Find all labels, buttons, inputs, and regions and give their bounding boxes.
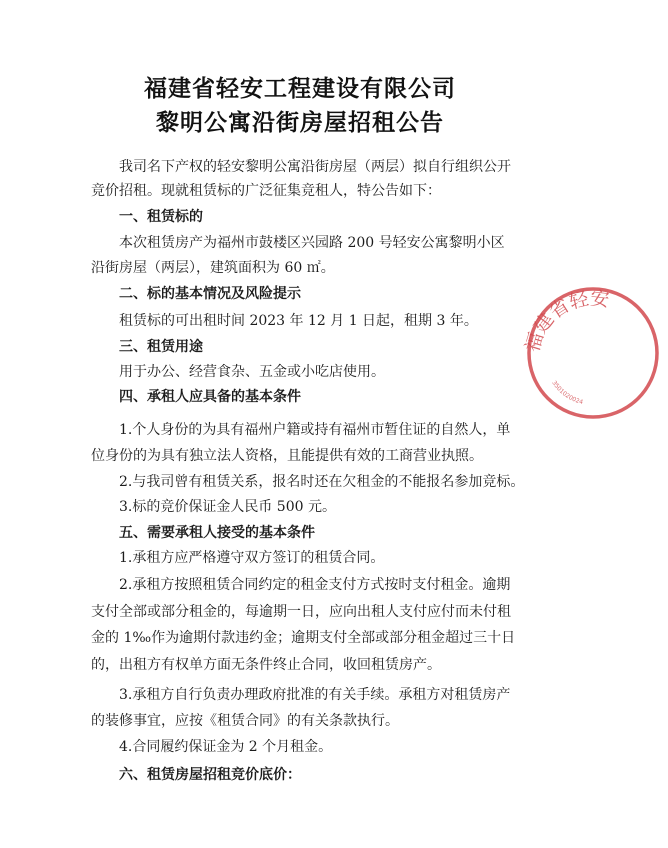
section-3-heading: 三、租赁用途 (119, 339, 203, 355)
intro-line-2: 竞价招租。现就租赁标的广泛征集竞租人，特公告如下： (91, 183, 441, 199)
section-5-heading: 五、需要承租人接受的基本条件 (119, 525, 315, 541)
section-5-item-2-line-4: 的，出租方有权单方面无条件终止合同，收回租赁房产。 (91, 657, 441, 673)
document-title-company: 福建省轻安工程建设有限公司 (144, 75, 456, 102)
section-5-item-3-line-1: 3.承租方自行负责办理政府批准的有关手续。承租方对租赁房产 (119, 687, 511, 703)
intro-line-1: 我司名下产权的轻安黎明公寓沿街房屋（两层）拟自行组织公开 (119, 159, 511, 175)
section-5-item-2-line-3: 金的 1‰作为逾期付款违约金；逾期支付全部或部分租金超过三十日 (91, 630, 516, 646)
section-5-item-2-line-2: 支付全部或部分租金的，每逾期一日，应向出租人支付应付而未付租 (91, 604, 511, 620)
section-5-item-2-line-1: 2.承租方按照租赁合同约定的租金支付方式按时支付租金。逾期 (119, 577, 511, 593)
section-1-heading: 一、租赁标的 (119, 209, 203, 225)
section-5-item-3-line-2: 的装修事宜，应按《租赁合同》的有关条款执行。 (91, 713, 399, 729)
section-3-line-1: 用于办公、经营食杂、五金或小吃店使用。 (119, 364, 385, 380)
section-5-item-1: 1.承租方应严格遵守双方签订的租赁合同。 (119, 550, 385, 566)
section-4-item-3: 3.标的竞价保证金人民币 500 元。 (119, 499, 336, 515)
section-2-line-1: 租赁标的可出租时间 2023 年 12 月 1 日起，租期 3 年。 (119, 313, 478, 329)
company-seal-stamp (518, 278, 668, 428)
section-2-heading: 二、标的基本情况及风险提示 (119, 286, 301, 302)
section-4-item-1-line-2: 位身份的为具有独立法人资格，且能提供有效的工商营业执照。 (91, 448, 483, 464)
section-1-line-1: 本次租赁房产为福州市鼓楼区兴园路 200 号轻安公寓黎明小区 (119, 235, 505, 251)
section-5-item-4: 4.合同履约保证金为 2 个月租金。 (119, 739, 333, 755)
section-4-heading: 四、承租人应具备的基本条件 (119, 389, 301, 405)
seal-text: 福建省轻安 (521, 287, 611, 355)
document-title-notice: 黎明公寓沿街房屋招租公告 (156, 109, 444, 136)
seal-code: 3501020024 (550, 379, 584, 407)
section-1-line-2: 沿街房屋（两层），建筑面积为 60 ㎡。 (91, 260, 335, 276)
section-4-item-1-line-1: 1.个人身份的为具有福州户籍或持有福州市暂住证的自然人，单 (119, 422, 511, 438)
section-6-heading: 六、租赁房屋招租竞价底价： (119, 767, 301, 783)
section-4-item-2: 2.与我司曾有租赁关系，报名时还在欠租金的不能报名参加竞标。 (119, 474, 525, 490)
